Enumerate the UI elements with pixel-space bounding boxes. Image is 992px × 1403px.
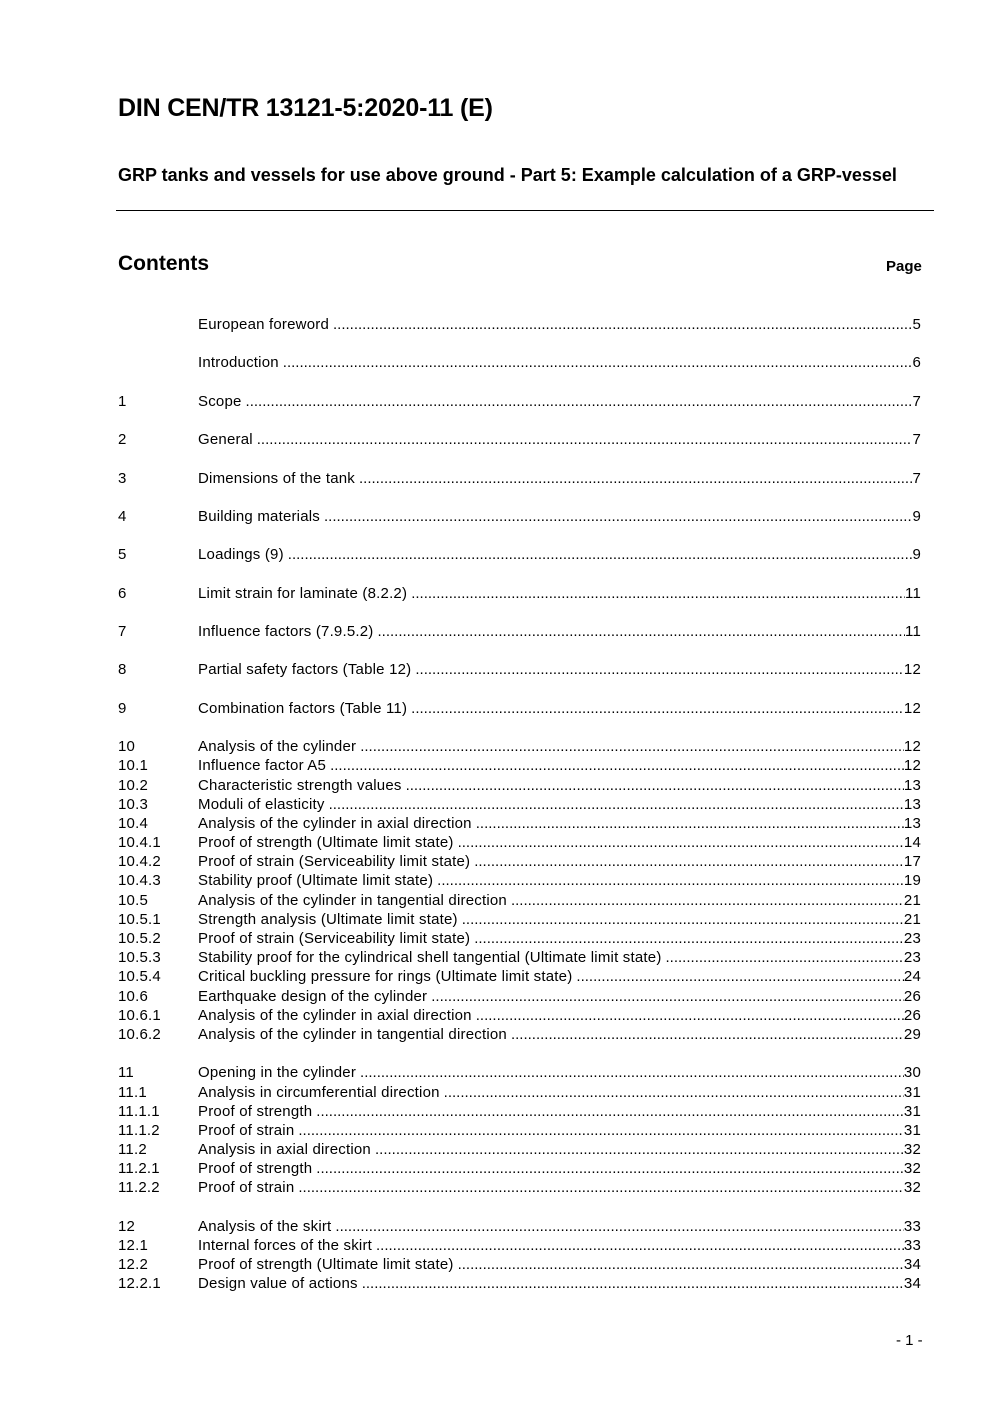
toc-entry[interactable] (118, 795, 921, 814)
toc-entry-title: Proof of strength (198, 1102, 313, 1120)
toc-entry-title: Proof of strain (Serviceability limit state) (198, 930, 471, 947)
toc-entry-title: Proof of strain (198, 1121, 295, 1139)
toc-entry-page: 31 (903, 1121, 921, 1139)
toc-leader-dots (375, 1140, 904, 1159)
toc-entry-number: 10.5.3 (118, 949, 161, 967)
toc-entry-number: 10.5.4 (118, 968, 161, 986)
toc-entry-page: 31 (903, 1083, 921, 1101)
toc-leader-dots (476, 1006, 904, 1025)
toc-entry[interactable] (118, 392, 921, 411)
toc-entry[interactable] (118, 622, 921, 641)
toc-entry-number: 11.1.1 (118, 1102, 160, 1120)
toc-entry-title: Loadings (9) (198, 546, 284, 564)
toc-entry-page: 29 (903, 1025, 921, 1043)
toc-entry-page: 11 (905, 623, 921, 640)
toc-entry[interactable] (118, 1102, 921, 1121)
toc-entry-title: Influence factors (7.9.5.2) (198, 623, 374, 640)
toc-entry-number: 8 (118, 661, 127, 679)
toc-entry-page: 7 (912, 431, 921, 449)
table-of-contents (118, 315, 921, 1294)
toc-entry-number: 10.3 (118, 795, 148, 813)
toc-entry-page: 23 (903, 949, 921, 967)
toc-leader-dots (511, 891, 904, 910)
toc-entry[interactable] (118, 1140, 921, 1159)
toc-entry-page: 13 (903, 776, 921, 794)
toc-leader-dots (576, 967, 904, 986)
toc-entry[interactable] (118, 910, 921, 929)
toc-entry-number: 10 (118, 738, 136, 756)
toc-entry-page: 21 (903, 891, 921, 909)
toc-entry-title: Introduction (198, 354, 279, 372)
toc-entry-title: Moduli of elasticity (198, 795, 325, 813)
toc-leader-dots (666, 948, 904, 967)
toc-entry-page: 11 (905, 584, 921, 602)
toc-entry-title: General (198, 431, 253, 449)
toc-entry-title: Earthquake design of the cylinder (198, 987, 428, 1005)
toc-leader-dots (298, 1178, 904, 1197)
toc-entry-title: Building materials (198, 507, 320, 525)
toc-entry-number: 12.2 (118, 1256, 148, 1274)
toc-entry-number: 11.1.2 (118, 1121, 160, 1139)
toc-leader-dots (359, 469, 912, 488)
toc-leader-dots (406, 776, 904, 795)
toc-leader-dots (324, 507, 912, 526)
toc-entry-page: 31 (903, 1102, 921, 1120)
toc-entry-page: 34 (903, 1256, 921, 1274)
toc-entry-page: 30 (903, 1064, 921, 1082)
toc-entry-number: 11 (118, 1064, 134, 1082)
toc-entry-title: Limit strain for laminate (8.2.2) (198, 584, 408, 602)
toc-entry-title: Design value of actions (198, 1275, 358, 1293)
toc-entry[interactable] (118, 1121, 921, 1140)
toc-entry[interactable] (118, 871, 921, 890)
toc-entry[interactable] (118, 584, 921, 603)
toc-leader-dots (411, 699, 904, 718)
toc-entry-title: Combination factors (Table 11) (198, 699, 408, 717)
toc-leader-dots (335, 1217, 903, 1236)
toc-leader-dots (360, 1063, 904, 1082)
toc-entry[interactable] (118, 967, 921, 986)
toc-entry-page: 7 (912, 392, 921, 410)
toc-leader-dots (329, 795, 904, 814)
toc-entry-number: 1 (118, 392, 127, 410)
toc-leader-dots (474, 852, 904, 871)
toc-leader-dots (458, 833, 904, 852)
toc-entry-page: 9 (912, 507, 921, 525)
toc-entry-title: Stability proof (Ultimate limit state) (198, 872, 434, 890)
toc-entry[interactable] (118, 737, 921, 756)
toc-entry-page: 9 (912, 546, 921, 564)
toc-leader-dots (431, 987, 904, 1006)
toc-leader-dots (415, 660, 904, 679)
toc-entry[interactable] (118, 545, 921, 564)
toc-entry[interactable] (118, 353, 921, 372)
toc-leader-dots (458, 1255, 904, 1274)
toc-entry-title: Influence factor A5 (198, 757, 327, 775)
toc-entry-page: 26 (903, 1006, 921, 1024)
toc-entry-title: Proof of strength (198, 1160, 313, 1178)
toc-entry-page: 33 (903, 1237, 921, 1254)
toc-leader-dots (444, 1083, 904, 1102)
toc-entry[interactable] (118, 814, 921, 833)
toc-leader-dots (330, 756, 904, 775)
toc-leader-dots (316, 1159, 904, 1178)
toc-entry-page: 17 (903, 853, 921, 871)
toc-entry-page: 14 (903, 834, 921, 852)
toc-entry-title: Scope (198, 392, 242, 410)
page-number: - 1 - (896, 1332, 923, 1349)
toc-leader-dots (246, 392, 913, 411)
toc-leader-dots (437, 871, 904, 890)
toc-entry-number: 10.6.2 (118, 1025, 161, 1043)
toc-entry[interactable] (118, 776, 921, 795)
toc-entry-page: 12 (903, 699, 921, 717)
toc-leader-dots (462, 910, 904, 929)
toc-entry-number: 7 (118, 623, 127, 640)
toc-entry-number: 11.2.1 (118, 1160, 160, 1178)
document-title: GRP tanks and vessels for use above ground - Part 5: Example calculation of a GRP-vessel (118, 165, 897, 185)
toc-entry-title: Characteristic strength values (198, 776, 402, 794)
toc-leader-dots (360, 737, 904, 756)
toc-entry[interactable] (118, 1006, 921, 1025)
toc-entry-page: 12 (903, 738, 921, 756)
toc-entry-title: Stability proof for the cylindrical shell tangential (Ultimate limit state) (198, 949, 662, 967)
toc-entry-number: 2 (118, 431, 127, 449)
toc-entry-number: 10.5 (118, 891, 148, 909)
toc-leader-dots (257, 430, 913, 449)
toc-entry[interactable] (118, 430, 921, 449)
toc-entry-number: 11.2.2 (118, 1179, 160, 1197)
toc-entry-number: 12 (118, 1217, 136, 1235)
toc-entry-page: 33 (903, 1217, 921, 1235)
toc-entry-title: Analysis in axial direction (198, 1141, 371, 1159)
toc-entry-title: Analysis of the cylinder in axial direction (198, 814, 472, 832)
toc-entry[interactable] (118, 1217, 921, 1236)
toc-entry-page: 32 (903, 1141, 921, 1159)
toc-leader-dots (378, 622, 906, 641)
toc-entry-title: Internal forces of the skirt (198, 1237, 373, 1254)
toc-entry-title: Analysis of the skirt (198, 1217, 332, 1235)
toc-entry[interactable] (118, 929, 921, 948)
toc-entry-number: 3 (118, 469, 127, 487)
toc-entry-page: 12 (903, 661, 921, 679)
toc-entry[interactable] (118, 699, 921, 718)
toc-entry-number: 11.1 (118, 1083, 147, 1101)
toc-entry-page: 32 (903, 1179, 921, 1197)
toc-entry[interactable] (118, 1255, 921, 1274)
toc-entry-title: Analysis in circumferential direction (198, 1083, 440, 1101)
toc-leader-dots (288, 545, 913, 564)
toc-entry-page: 12 (903, 757, 921, 775)
toc-entry-number: 6 (118, 584, 127, 602)
toc-entry[interactable] (118, 987, 921, 1006)
toc-entry[interactable] (118, 660, 921, 679)
toc-entry-number: 10.6 (118, 987, 148, 1005)
toc-entry-number: 10.5.1 (118, 910, 161, 928)
toc-entry-number: 9 (118, 699, 127, 717)
toc-entry-page: 19 (903, 872, 921, 890)
toc-leader-dots (476, 814, 904, 833)
toc-entry[interactable] (118, 1178, 921, 1197)
toc-entry-page: 13 (903, 795, 921, 813)
toc-entry-title: Proof of strain (Serviceability limit state) (198, 853, 471, 871)
toc-leader-dots (474, 929, 904, 948)
toc-leader-dots (316, 1102, 904, 1121)
toc-entry-number: 10.4.3 (118, 872, 161, 890)
toc-entry-number: 10.6.1 (118, 1006, 161, 1024)
toc-entry-title: Proof of strain (198, 1179, 295, 1197)
toc-entry[interactable] (118, 948, 921, 967)
toc-entry-page: 7 (912, 469, 921, 487)
toc-entry-title: Strength analysis (Ultimate limit state) (198, 910, 458, 928)
toc-leader-dots (376, 1236, 904, 1255)
toc-entry-title: Analysis of the cylinder (198, 738, 357, 756)
toc-entry-title: Critical buckling pressure for rings (Ultimate limit state) (198, 968, 573, 986)
toc-entry-number: 12.2.1 (118, 1275, 161, 1293)
toc-entry[interactable] (118, 1063, 921, 1082)
toc-entry[interactable] (118, 1236, 921, 1255)
toc-entry-title: Analysis of the cylinder in tangential direction (198, 1025, 507, 1043)
toc-entry-number: 4 (118, 507, 127, 525)
toc-entry-page: 21 (903, 910, 921, 928)
contents-heading: Contents (118, 252, 209, 275)
toc-entry-number: 10.2 (118, 776, 148, 794)
toc-entry[interactable] (118, 1274, 921, 1293)
toc-entry[interactable] (118, 756, 921, 775)
toc-entry-number: 10.4.1 (118, 834, 161, 852)
page-column-label: Page (886, 258, 922, 275)
toc-leader-dots (333, 315, 912, 334)
toc-entry-number: 10.1 (118, 757, 148, 775)
toc-leader-dots (362, 1274, 904, 1293)
toc-entry-number: 12.1 (118, 1237, 148, 1254)
toc-entry[interactable] (118, 1083, 921, 1102)
toc-entry-title: Analysis of the cylinder in axial direction (198, 1006, 472, 1024)
toc-entry-number: 10.4 (118, 814, 148, 832)
toc-entry-title: Proof of strength (Ultimate limit state) (198, 834, 454, 852)
toc-entry-page: 32 (903, 1160, 921, 1178)
toc-entry-title: Dimensions of the tank (198, 469, 355, 487)
toc-entry-title: European foreword (198, 316, 329, 333)
toc-entry-number: 10.4.2 (118, 853, 161, 871)
toc-entry[interactable] (118, 833, 921, 852)
toc-entry[interactable] (118, 891, 921, 910)
toc-entry-page: 6 (912, 354, 921, 372)
toc-leader-dots (511, 1025, 904, 1044)
toc-entry[interactable] (118, 315, 921, 334)
toc-leader-dots (411, 584, 905, 603)
title-divider (116, 210, 934, 211)
toc-entry-page: 26 (903, 987, 921, 1005)
toc-leader-dots (283, 353, 913, 372)
toc-entry-page: 13 (903, 814, 921, 832)
toc-entry-page: 5 (912, 316, 921, 333)
toc-entry-title: Analysis of the cylinder in tangential direction (198, 891, 507, 909)
toc-entry-title: Partial safety factors (Table 12) (198, 661, 412, 679)
toc-entry[interactable] (118, 469, 921, 488)
toc-entry[interactable] (118, 1025, 921, 1044)
toc-entry[interactable] (118, 507, 921, 526)
toc-entry-title: Proof of strength (Ultimate limit state) (198, 1256, 454, 1274)
toc-entry-number: 11.2 (118, 1141, 147, 1159)
toc-entry-page: 24 (903, 968, 921, 986)
toc-leader-dots (298, 1121, 904, 1140)
document-id: DIN CEN/TR 13121-5:2020-11 (E) (118, 94, 493, 122)
toc-entry-title: Opening in the cylinder (198, 1064, 357, 1082)
toc-entry-number: 5 (118, 546, 127, 564)
toc-entry-number: 10.5.2 (118, 930, 161, 947)
toc-entry-page: 23 (903, 930, 921, 947)
toc-entry[interactable] (118, 1159, 921, 1178)
toc-entry-page: 34 (903, 1275, 921, 1293)
toc-entry[interactable] (118, 852, 921, 871)
